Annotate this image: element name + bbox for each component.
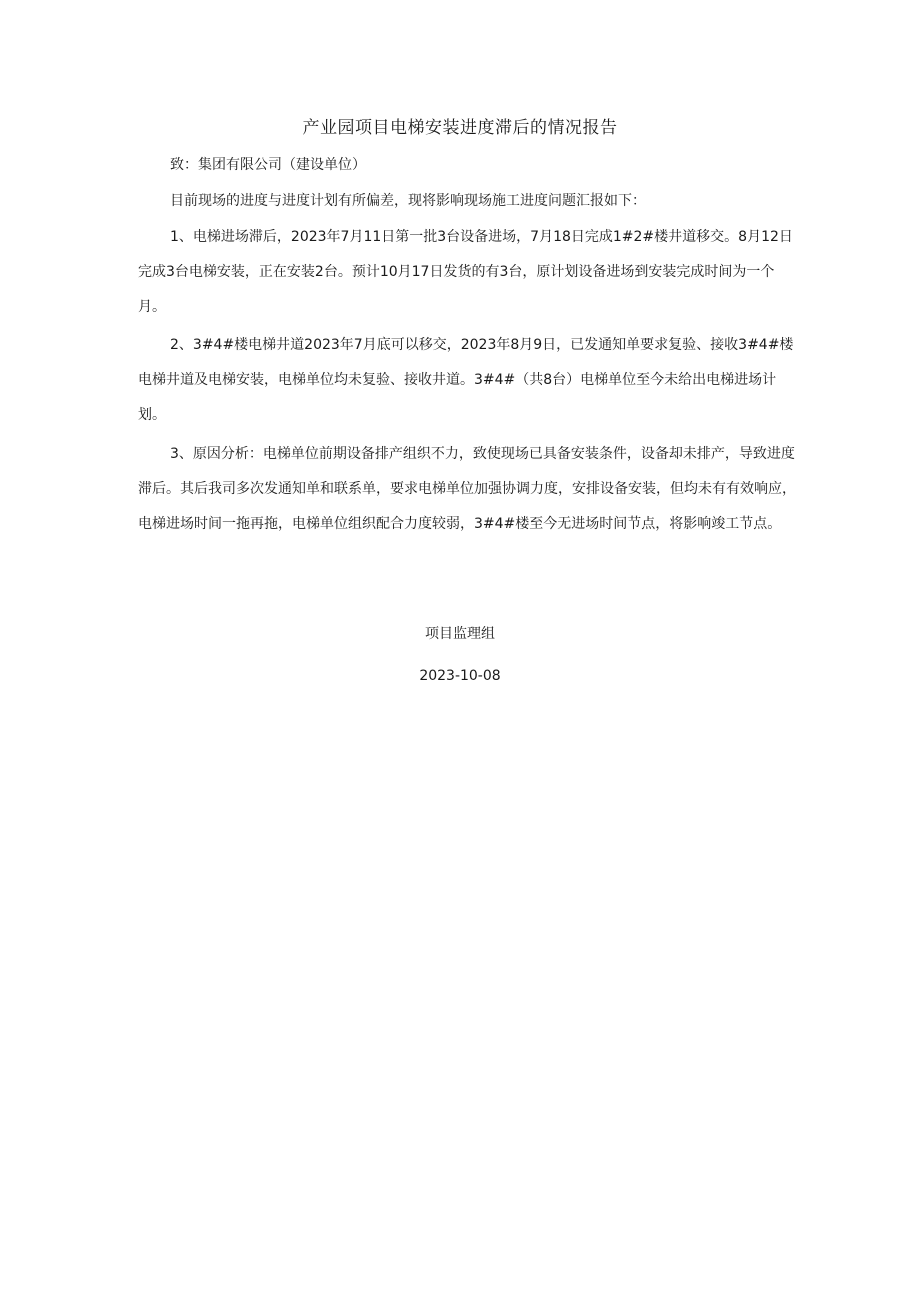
report-item-1: 1、电梯进场滞后，2023年7月11日第一批3台设备进场，7月18日完成1#2#楼井道移交。8月12日完成3台电梯安装，正在安装2台。预计10月17日发货的有3台，原计划设备进场到安装完成时间为一个月。	[138, 229, 793, 315]
report-item-3: 3、原因分析：电梯单位前期设备排产组织不力，致使现场已具备安装条件，设备却未排产，导致进度滞后。其后我司多次发通知单和联系单，要求电梯单位加强协调力度，安排设备安装，但均未有有效响应，电梯进场时间一拖再拖，电梯单位组织配合力度较弱，3#4#楼至今无进场时间节点，将影响竣工节点。	[138, 446, 796, 532]
document-title: 产业园项目电梯安装进度滞后的情况报告	[302, 118, 618, 138]
addressee-line: 致：集团有限公司（建设单位）	[170, 157, 366, 173]
report-item-2: 2、3#4#楼电梯井道2023年7月底可以移交，2023年8月9日，已发通知单要求复验、接收3#4#楼电梯井道及电梯安装，电梯单位均未复验、接收井道。3#4#（共8台）电梯单位至今未给出电梯进场计划。	[138, 337, 794, 423]
signature-date: 2023-10-08	[419, 668, 501, 684]
intro-paragraph: 目前现场的进度与进度计划有所偏差，现将影响现场施工进度问题汇报如下：	[170, 193, 646, 209]
signature-organization: 项目监理组	[425, 626, 495, 642]
